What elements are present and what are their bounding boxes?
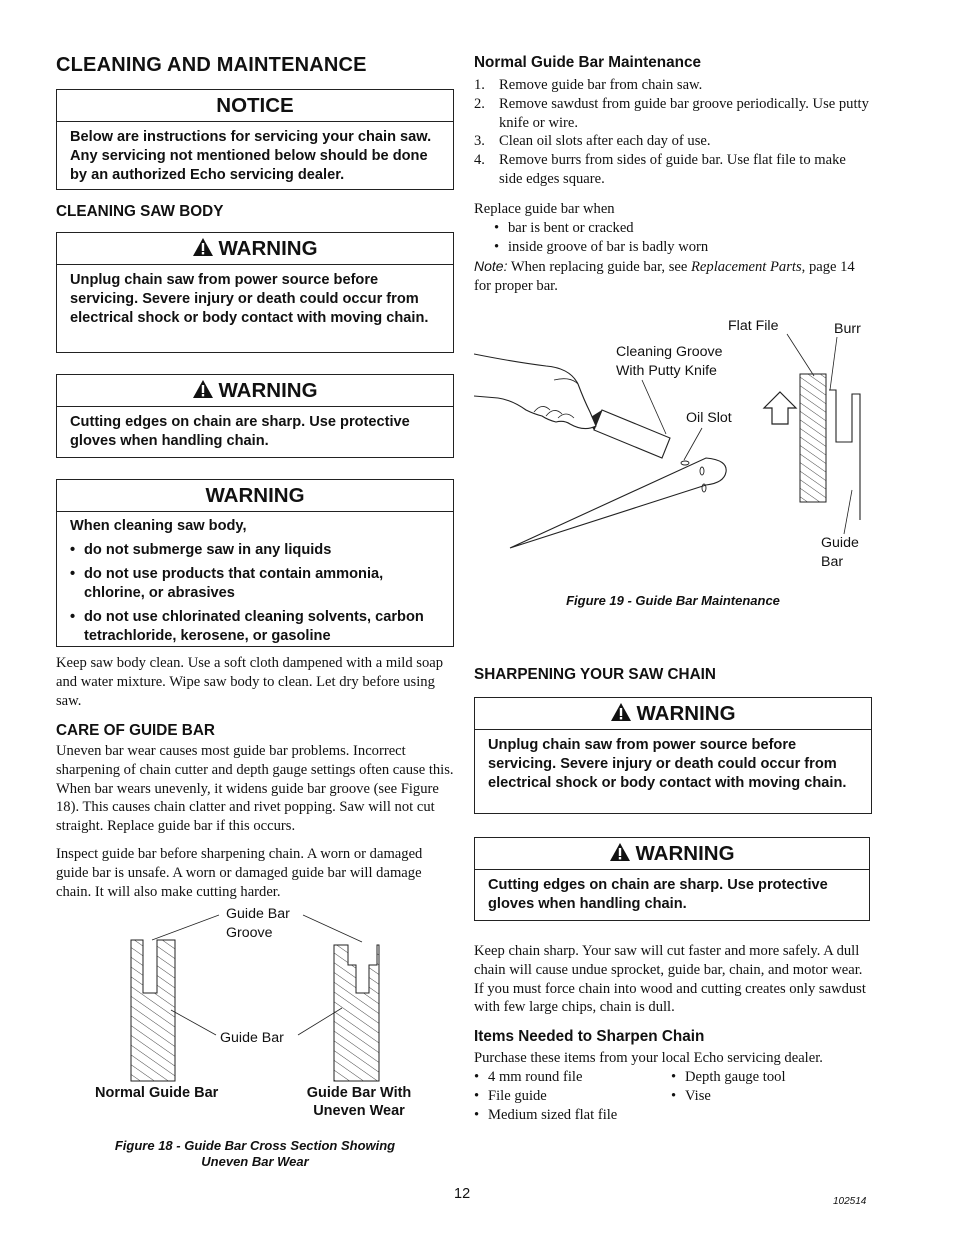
maintenance-step — [474, 132, 872, 151]
item: • Vise — [671, 1087, 871, 1106]
replace-list — [494, 219, 872, 257]
warning-heading-3: WARNING — [57, 480, 453, 512]
sharpening-heading: SHARPENING YOUR SAW CHAIN — [474, 666, 716, 683]
warning-heading-2 — [57, 375, 453, 407]
note-text-2: , page 14 for proper bar. — [474, 259, 855, 294]
fig19-cleaning-line1: Cleaning Groove — [616, 344, 723, 360]
step-text: Remove burrs from sides of guide bar. Use flat file to make side edges square. — [499, 152, 846, 187]
warning-intro-3: When cleaning saw body, — [70, 518, 247, 534]
step-number: 2. — [474, 95, 485, 112]
items-intro: Purchase these items from your local Echo servicing dealer. — [474, 1050, 823, 1066]
figure-18-caption — [56, 1138, 454, 1170]
warning-triangle-icon — [609, 842, 631, 862]
fig19-guide-line2: Bar — [821, 554, 844, 570]
warning-triangle-icon — [192, 379, 214, 399]
fig18-groove-label-line2: Groove — [226, 925, 273, 941]
items-heading: Items Needed to Sharpen Chain — [474, 1028, 705, 1045]
warning-box-1 — [56, 232, 454, 353]
care-paragraph-2: Inspect guide bar before sharpening chain. A worn or damaged guide bar is unsafe. A worn or damaged guide bar will damage chain. It will also make cutting harder. — [56, 846, 423, 900]
warning-list-item: • do not use products that contain ammonia, chlorine, or abrasives — [70, 565, 441, 603]
items-list-col1 — [474, 1068, 674, 1124]
care-paragraph-1: Uneven bar wear causes most guide bar problems. Incorrect sharpening of chain cutter and depth gauge settings often cause this. When bar wears unevenly, it widens guide bar groove (see Figure 18). This causes chain clatter and rivet popping. Saw will not cut straight. Replace guide bar if this occurs. — [56, 743, 454, 835]
warning-heading-text-2: WARNING — [218, 379, 318, 402]
items-list-col2 — [671, 1068, 871, 1106]
step-text: Remove guide bar from chain saw. — [499, 77, 703, 93]
warning-heading-1 — [57, 233, 453, 265]
fig19-flat-file-label: Flat File — [728, 318, 779, 334]
warning-box-2 — [56, 374, 454, 458]
normal-maintenance-heading: Normal Guide Bar Maintenance — [474, 54, 701, 71]
figure-19-caption: Figure 19 - Guide Bar Maintenance — [566, 593, 780, 608]
fig18-uneven-line2: Uneven Wear — [313, 1103, 405, 1119]
care-heading: CARE OF GUIDE BAR — [56, 722, 215, 739]
warning-list-item: • do not submerge saw in any liquids — [70, 541, 441, 560]
warning-heading-text-1: WARNING — [218, 237, 318, 260]
fig18-guide-bar-label: Guide Bar — [220, 1030, 284, 1046]
warning-box-4 — [474, 697, 872, 814]
step-number: 4. — [474, 152, 485, 169]
fig19-cleaning-label — [616, 343, 722, 381]
warning-list-3 — [70, 541, 441, 646]
page-title: CLEANING AND MAINTENANCE — [56, 54, 367, 76]
warning-heading-5 — [475, 838, 869, 870]
fig19-burr-label: Burr — [834, 321, 861, 337]
warning-text-5: Cutting edges on chain are sharp. Use protective gloves when handling chain. — [488, 877, 828, 912]
item: • File guide — [474, 1087, 674, 1106]
item: • Medium sized flat file — [474, 1106, 674, 1125]
maintenance-steps — [474, 76, 872, 189]
step-text: Remove sawdust from guide bar groove periodically. Use putty knife or wire. — [499, 95, 869, 131]
note-paragraph — [474, 257, 872, 296]
fig18-groove-label-line1: Guide Bar — [226, 906, 290, 922]
warning-box-5 — [474, 837, 870, 921]
keep-sharp-paragraph: Keep chain sharp. Your saw will cut faster and more safely. A dull chain will cause undue sprocket, guide bar, chain, and motor wear. If you must force chain into wood and cutting creates only sawdust with few large chips, chain is dull. — [474, 943, 866, 1016]
fig18-normal-label: Normal Guide Bar — [95, 1085, 219, 1101]
step-number: 1. — [474, 77, 485, 93]
notice-box — [56, 89, 454, 190]
warning-triangle-icon — [610, 702, 632, 722]
fig18-groove-label — [226, 905, 290, 943]
warning-text-4: Unplug chain saw from power source before servicing. Severe injury or death could occur from electrical shock or body contact with moving chain. — [488, 737, 847, 791]
note-text-1: When replacing guide bar, see — [507, 259, 691, 275]
replace-intro: Replace guide bar when — [474, 201, 615, 217]
step-number: 3. — [474, 133, 485, 150]
fig18-uneven-label — [289, 1084, 429, 1120]
fig19-cleaning-line2: With Putty Knife — [616, 363, 717, 379]
keep-clean-paragraph: Keep saw body clean. Use a soft cloth dampened with a mild soap and water mixture. Wipe saw body to clean. Let dry before using saw. — [56, 655, 444, 709]
fig19-oil-slot-label: Oil Slot — [686, 410, 732, 426]
warning-text-2: Cutting edges on chain are sharp. Use protective gloves when handling chain. — [70, 414, 410, 449]
warning-text-1: Unplug chain saw from power source before servicing. Severe injury or death could occur from electrical shock or body contact with moving chain. — [70, 272, 429, 326]
maintenance-step — [474, 76, 872, 95]
document-number: 102514 — [833, 1196, 867, 1207]
fig18-caption-line1: Figure 18 - Guide Bar Cross Section Showing — [114, 1138, 396, 1153]
fig18-caption-line2: Uneven Bar Wear — [201, 1154, 309, 1169]
item: • 4 mm round file — [474, 1068, 674, 1087]
warning-body-3 — [57, 512, 453, 654]
fig18-uneven-line1: Guide Bar With — [306, 1085, 412, 1101]
note-label: Note: — [474, 258, 508, 274]
warning-list-item: • do not use chlorinated cleaning solvents, carbon tetrachloride, kerosene, or gasoline — [70, 608, 441, 646]
cleaning-heading: CLEANING SAW BODY — [56, 203, 224, 220]
note-reference: Replacement Parts — [691, 259, 802, 275]
notice-heading: NOTICE — [57, 90, 453, 122]
maintenance-step — [474, 95, 872, 133]
warning-heading-text-5: WARNING — [635, 842, 735, 865]
fig19-guide-line1: Guide — [821, 535, 859, 551]
warning-triangle-icon — [192, 237, 214, 257]
notice-text: Below are instructions for servicing your chain saw. Any servicing not mentioned below should be done by an authorized Echo servicing dealer. — [70, 129, 432, 183]
page-number: 12 — [454, 1186, 471, 1202]
maintenance-step — [474, 151, 872, 189]
replace-item: • bar is bent or cracked — [494, 219, 872, 238]
replace-item: • inside groove of bar is badly worn — [494, 238, 872, 257]
warning-heading-text-4: WARNING — [636, 702, 736, 725]
warning-box-3 — [56, 479, 454, 647]
step-text: Clean oil slots after each day of use. — [499, 133, 711, 150]
warning-heading-4 — [475, 698, 871, 730]
item: • Depth gauge tool — [671, 1068, 871, 1087]
fig19-guide-bar-label — [821, 534, 859, 572]
